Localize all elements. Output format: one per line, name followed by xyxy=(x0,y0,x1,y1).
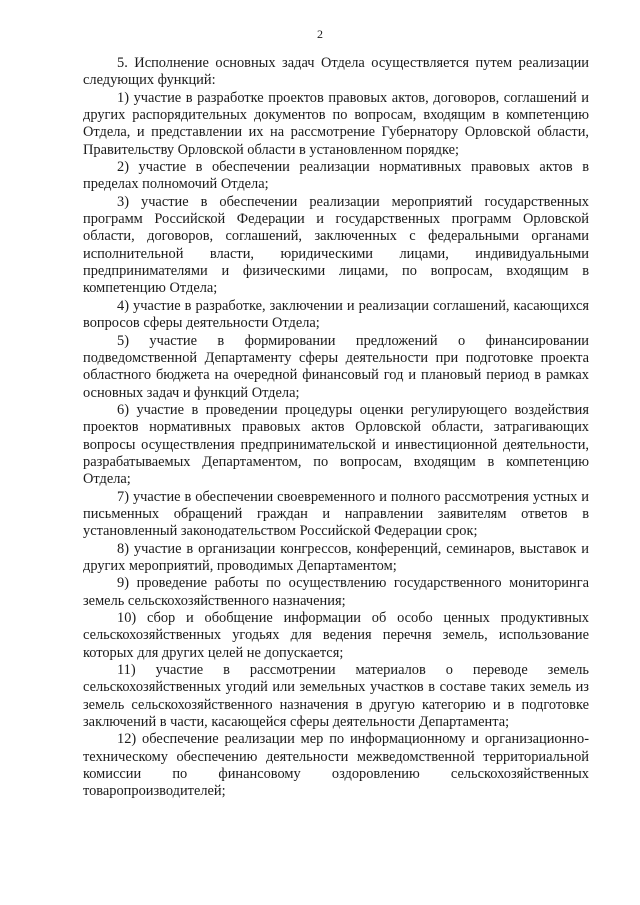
list-item-function-7: 7) участие в обеспечении своевременного и полного рассмотрения устных и письменных обращений граждан и направлении заявителям ответов в установленный законодательством Российской Федерации срок; xyxy=(83,488,589,540)
list-item-function-6: 6) участие в проведении процедуры оценки регулирующего воздействия проектов нормативных правовых актов Орловской области, затрагивающих вопросы осуществления предпринимательской и инвестиционной деятельности, разрабатываемых Департаментом, по вопросам, входящим в компетенцию Отдела; xyxy=(83,401,589,488)
page-number: 2 xyxy=(317,27,323,41)
list-item-function-8: 8) участие в организации конгрессов, конференций, семинаров, выставок и других мероприятий, проводимых Департаментом; xyxy=(83,540,589,574)
list-item-function-4: 4) участие в разработке, заключении и реализации соглашений, касающихся вопросов сферы деятельности Отдела; xyxy=(83,297,589,332)
list-item-function-3: 3) участие в обеспечении реализации мероприятий государственных программ Российской Федерации и государственных программ Орловской области, договоров, соглашений, заключенных с федеральными органами исполнительной власти, юридическими лицами, индивидуальными предпринимателями и физическими лицами, по вопросам, входящим в компетенцию Отдела; xyxy=(83,193,589,297)
list-item-function-9: 9) проведение работы по осуществлению государственного мониторинга земель сельскохозяйственного назначения; xyxy=(83,575,589,609)
document-body xyxy=(83,55,589,801)
list-item-function-11: 11) участие в рассмотрении материалов о переводе земель сельскохозяйственных угодий или земельных участков в составе таких земель из земель сельскохозяйственного назначения в другую категорию и в подготовке заключений в части, касающейся сферы деятельности Департамента; xyxy=(83,662,589,731)
paragraph-intro: 5. Исполнение основных задач Отдела осуществляется путем реализации следующих функций: xyxy=(83,55,589,89)
list-item-function-1: 1) участие в разработке проектов правовых актов, договоров, соглашений и других распорядительных документов по вопросам, входящим в компетенцию Отдела, и представлении их на рассмотрение Губернатору Орловской области, Правительству Орловской области в установленном порядке; xyxy=(83,89,589,158)
list-item-function-5: 5) участие в формировании предложений о финансировании подведомственной Департаменту сферы деятельности при подготовке проекта областного бюджета на очередной финансовый год и плановый период в рамках основных задач и функций Отдела; xyxy=(83,332,589,401)
list-item-function-2: 2) участие в обеспечении реализации нормативных правовых актов в пределах полномочий Отдела; xyxy=(83,159,589,193)
list-item-function-12: 12) обеспечение реализации мер по информационному и организационно-техническому обеспечению деятельности межведомственной территориальной комиссии по финансовому оздоровлению сельскохозяйственных товаропроизводителей; xyxy=(83,731,589,800)
list-item-function-10: 10) сбор и обобщение информации об особо ценных продуктивных сельскохозяйственных угодьях для ведения перечня земель, использование которых для других целей не допускается; xyxy=(83,610,589,661)
